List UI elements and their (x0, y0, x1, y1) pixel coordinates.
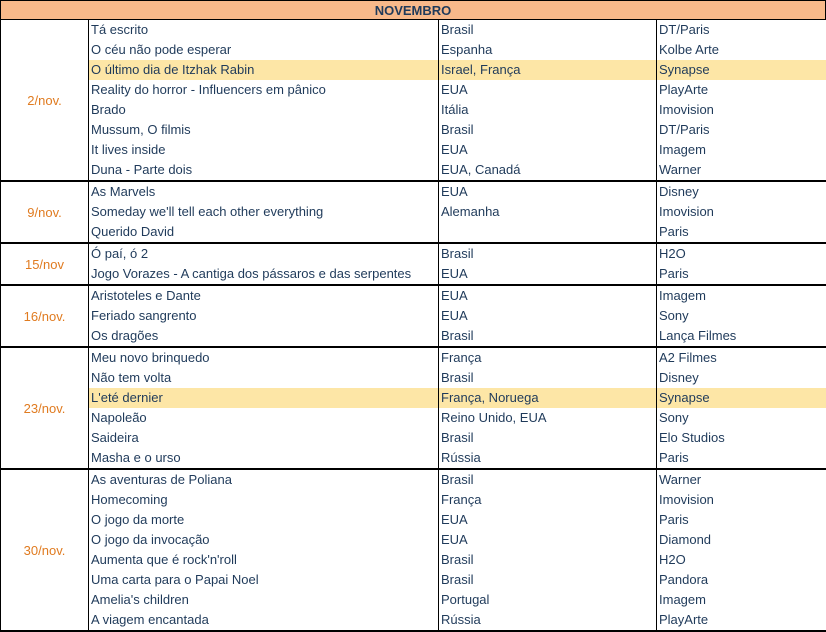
distributor-cell: Kolbe Arte (657, 40, 826, 60)
distributor-cell: Paris (657, 222, 826, 242)
country-cell: EUA (439, 80, 657, 100)
movie-title: As Marvels (89, 182, 439, 202)
date-group (0, 20, 826, 182)
country-cell: Itália (439, 100, 657, 120)
country-cell (439, 222, 657, 242)
country-cell: Rússia (439, 448, 657, 468)
country-cell: França (439, 348, 657, 368)
country-cell: França (439, 490, 657, 510)
date-group (0, 470, 826, 632)
distributor-cell: Imagem (657, 286, 826, 306)
movie-title: Homecoming (89, 490, 439, 510)
country-cell: Brasil (439, 550, 657, 570)
distributor-cell: Pandora (657, 570, 826, 590)
movie-title: O jogo da invocação (89, 530, 439, 550)
distributor-cell: DT/Paris (657, 120, 826, 140)
distributor-cell: Elo Studios (657, 428, 826, 448)
country-cell: Reino Unido, EUA (439, 408, 657, 428)
country-cell: EUA (439, 140, 657, 160)
release-date: 2/nov. (1, 20, 89, 180)
distributor-cell: Paris (657, 510, 826, 530)
release-date: 15/nov (1, 244, 89, 284)
country-cell: EUA (439, 530, 657, 550)
country-cell: França, Noruega (439, 388, 657, 408)
movie-title: Ó paí, ó 2 (89, 244, 439, 264)
distributor-cell: Disney (657, 368, 826, 388)
movie-title: Aristoteles e Dante (89, 286, 439, 306)
movie-title: Mussum, O filmis (89, 120, 439, 140)
country-cell: Brasil (439, 244, 657, 264)
country-cell: EUA (439, 182, 657, 202)
distributor-cell: Diamond (657, 530, 826, 550)
country-cell: EUA, Canadá (439, 160, 657, 180)
country-cell: Brasil (439, 326, 657, 346)
release-date: 16/nov. (1, 286, 89, 346)
distributor-cell: Imagem (657, 140, 826, 160)
movie-title: Não tem volta (89, 368, 439, 388)
country-cell: EUA (439, 306, 657, 326)
date-group (0, 182, 826, 244)
distributor-cell: Lança Filmes (657, 326, 826, 346)
distributor-cell: Imovision (657, 490, 826, 510)
movie-title: Saideira (89, 428, 439, 448)
movie-title: Feriado sangrento (89, 306, 439, 326)
date-group (0, 286, 826, 348)
country-cell: EUA (439, 286, 657, 306)
country-cell: Brasil (439, 368, 657, 388)
distributor-cell: Disney (657, 182, 826, 202)
movie-title: It lives inside (89, 140, 439, 160)
distributor-cell: PlayArte (657, 80, 826, 100)
distributor-cell: A2 Filmes (657, 348, 826, 368)
distributor-cell: Paris (657, 264, 826, 284)
movie-title: Someday we'll tell each other everything (89, 202, 439, 222)
country-cell: EUA (439, 264, 657, 284)
country-cell: Brasil (439, 20, 657, 40)
distributor-cell: Warner (657, 160, 826, 180)
distributor-cell: DT/Paris (657, 20, 826, 40)
release-date: 23/nov. (1, 348, 89, 468)
movie-title: Duna - Parte dois (89, 160, 439, 180)
movie-title: Napoleão (89, 408, 439, 428)
country-cell: Rússia (439, 610, 657, 630)
distributor-cell: Imagem (657, 590, 826, 610)
country-cell: EUA (439, 510, 657, 530)
movie-title: Tá escrito (89, 20, 439, 40)
country-cell: Espanha (439, 40, 657, 60)
movie-title: Meu novo brinquedo (89, 348, 439, 368)
movie-title: O jogo da morte (89, 510, 439, 530)
country-cell: Brasil (439, 120, 657, 140)
country-cell: Portugal (439, 590, 657, 610)
movie-title: Uma carta para o Papai Noel (89, 570, 439, 590)
movie-title: Brado (89, 100, 439, 120)
distributor-cell: PlayArte (657, 610, 826, 630)
distributor-cell: Warner (657, 470, 826, 490)
movie-title: Jogo Vorazes - A cantiga dos pássaros e das serpentes (89, 264, 439, 284)
distributor-cell: H2O (657, 244, 826, 264)
distributor-cell: Imovision (657, 202, 826, 222)
table-body (0, 20, 826, 632)
movie-title: L'eté dernier (89, 388, 439, 408)
movie-title: Aumenta que é rock'n'roll (89, 550, 439, 570)
country-cell: Israel, França (439, 60, 657, 80)
movie-title: O último dia de Itzhak Rabin (89, 60, 439, 80)
month-header: NOVEMBRO (0, 0, 826, 20)
distributor-cell: Sony (657, 408, 826, 428)
movie-title: Masha e o urso (89, 448, 439, 468)
distributor-cell: H2O (657, 550, 826, 570)
release-date: 30/nov. (1, 470, 89, 630)
movie-title: A viagem encantada (89, 610, 439, 630)
distributor-cell: Sony (657, 306, 826, 326)
movie-title: As aventuras de Poliana (89, 470, 439, 490)
movie-title: O céu não pode esperar (89, 40, 439, 60)
movie-title: Amelia's children (89, 590, 439, 610)
distributor-cell: Paris (657, 448, 826, 468)
distributor-cell: Synapse (657, 388, 826, 408)
date-group (0, 348, 826, 470)
date-group (0, 244, 826, 286)
distributor-cell: Imovision (657, 100, 826, 120)
movie-title: Reality do horror - Influencers em pânico (89, 80, 439, 100)
distributor-cell: Synapse (657, 60, 826, 80)
movie-title: Querido David (89, 222, 439, 242)
country-cell: Brasil (439, 470, 657, 490)
release-date: 9/nov. (1, 182, 89, 242)
movie-title: Os dragões (89, 326, 439, 346)
country-cell: Brasil (439, 570, 657, 590)
country-cell: Brasil (439, 428, 657, 448)
country-cell: Alemanha (439, 202, 657, 222)
